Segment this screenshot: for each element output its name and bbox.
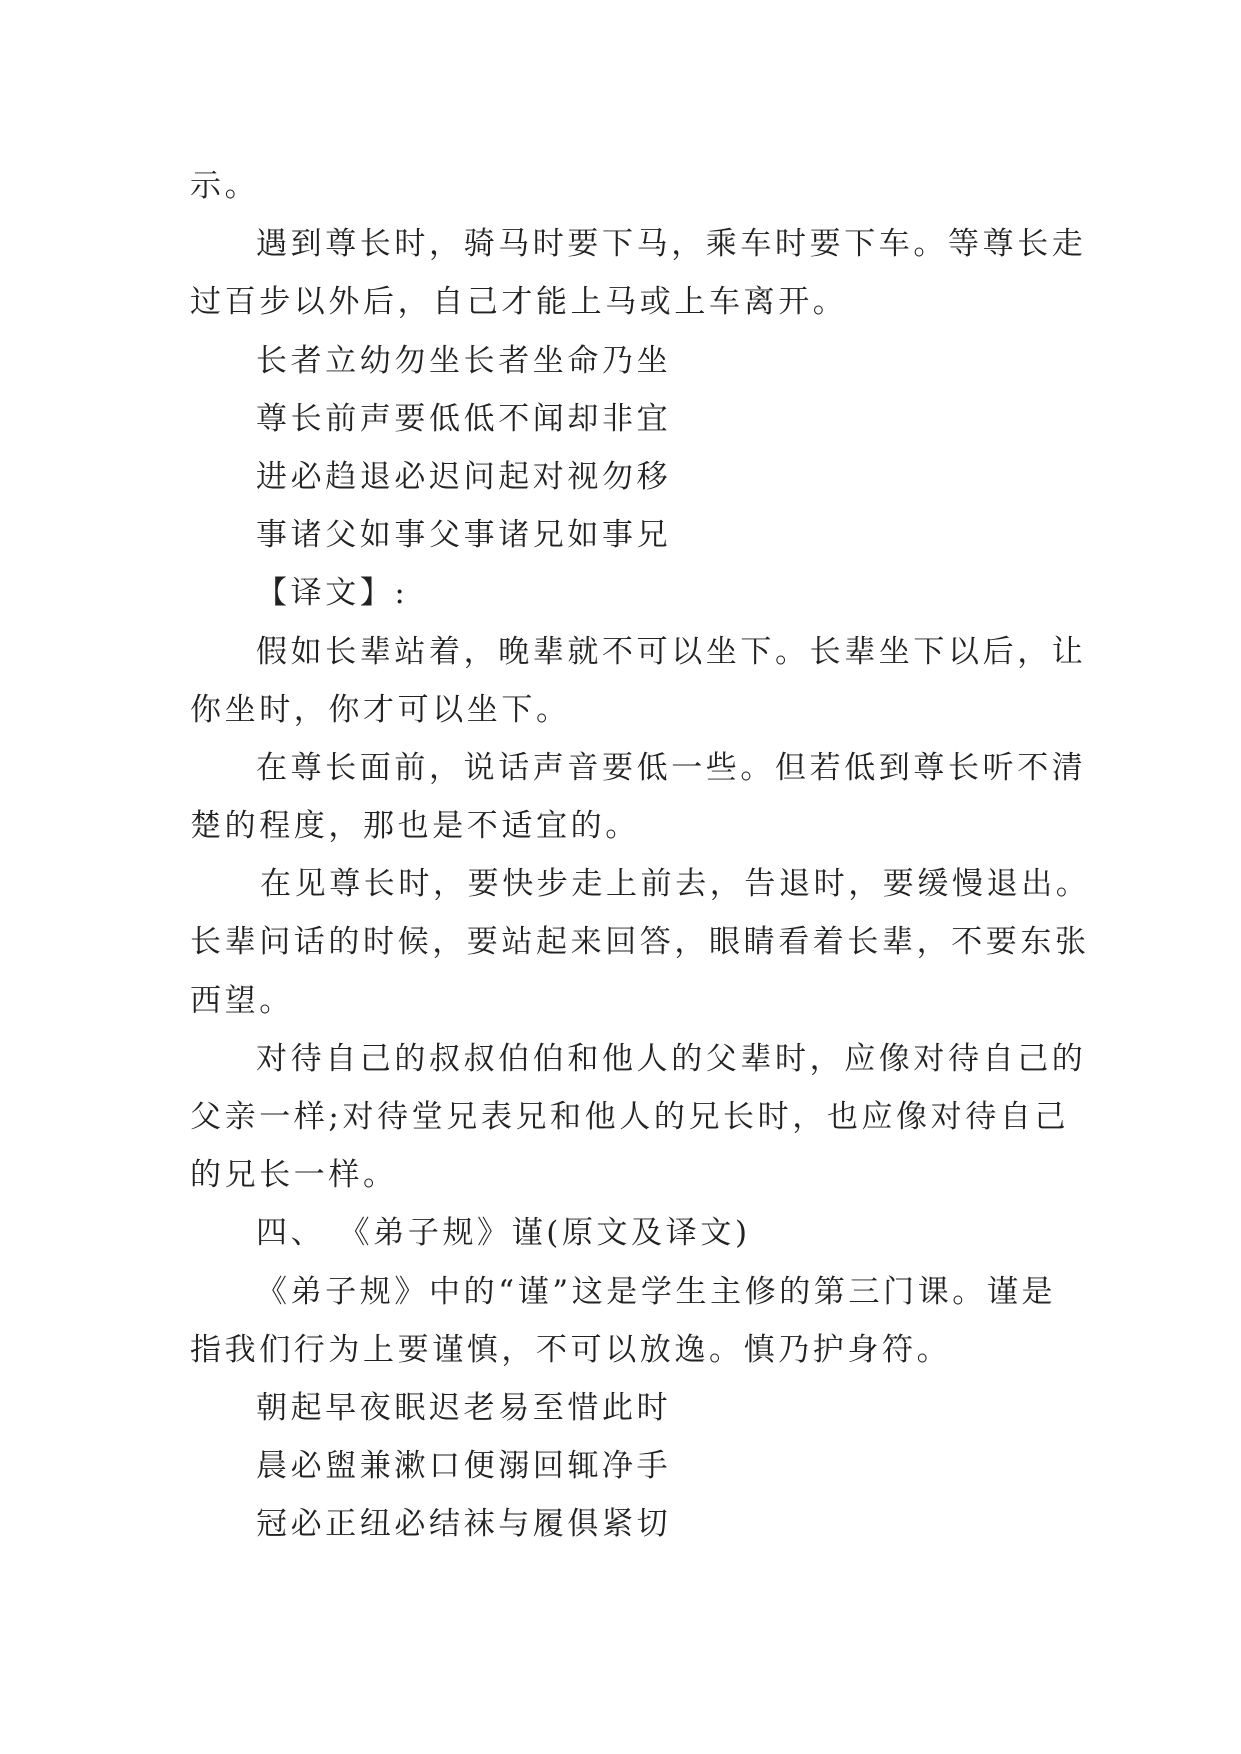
verse-line: 晨必盥兼漱口便溺回辄净手	[256, 1448, 672, 1485]
text-line: 楚的程度，那也是不适宜的。	[190, 808, 640, 845]
verse-line: 事诸父如事父事诸兄如事兄	[256, 517, 672, 554]
translation-heading: 【译文】:	[256, 575, 409, 612]
document-body	[190, 157, 1091, 1554]
text-line: 《弟子规》中的“谨”这是学生主修的第三门课。谨是	[256, 1273, 1057, 1310]
text-line: 在见尊长时，要快步走上前去，告退时，要缓慢退出。	[260, 866, 1091, 903]
text-line: 西望。	[190, 982, 294, 1019]
section-heading: 四、 《弟子规》谨(原文及译文)	[256, 1215, 751, 1252]
text-line: 父亲一样;对待堂兄表兄和他人的兄长时，也应像对待自己	[190, 1099, 1070, 1135]
verse-line: 长者立幼勿坐长者坐命乃坐	[256, 342, 672, 379]
text-line: 过百步以外后，自己才能上马或上车离开。	[190, 284, 848, 321]
text-line: 示。	[190, 168, 260, 204]
text-line: 假如长辈站着，晚辈就不可以坐下。长辈坐下以后，让	[256, 633, 1087, 670]
verse-line: 尊长前声要低低不闻却非宜	[256, 400, 672, 437]
text-line: 你坐时，你才可以坐下。	[190, 691, 571, 728]
text-line: 在尊长面前，说话声音要低一些。但若低到尊长听不清	[256, 749, 1087, 786]
verse-line: 冠必正纽必结袜与履俱紧切	[256, 1506, 672, 1543]
text-line: 对待自己的叔叔伯伯和他人的父辈时，应像对待自己的	[256, 1040, 1087, 1077]
text-line: 长辈问话的时候，要站起来回答，眼睛看着长辈，不要东张	[190, 924, 1090, 961]
verse-line: 进必趋退必迟问起对视勿移	[256, 458, 672, 495]
text-line: 遇到尊长时，骑马时要下马，乘车时要下车。等尊长走	[256, 226, 1087, 263]
text-line: 的兄长一样。	[190, 1157, 398, 1194]
verse-line: 朝起早夜眠迟老易至惜此时	[256, 1389, 672, 1426]
text-line: 指我们行为上要谨慎，不可以放逸。慎乃护身符。	[190, 1331, 952, 1368]
